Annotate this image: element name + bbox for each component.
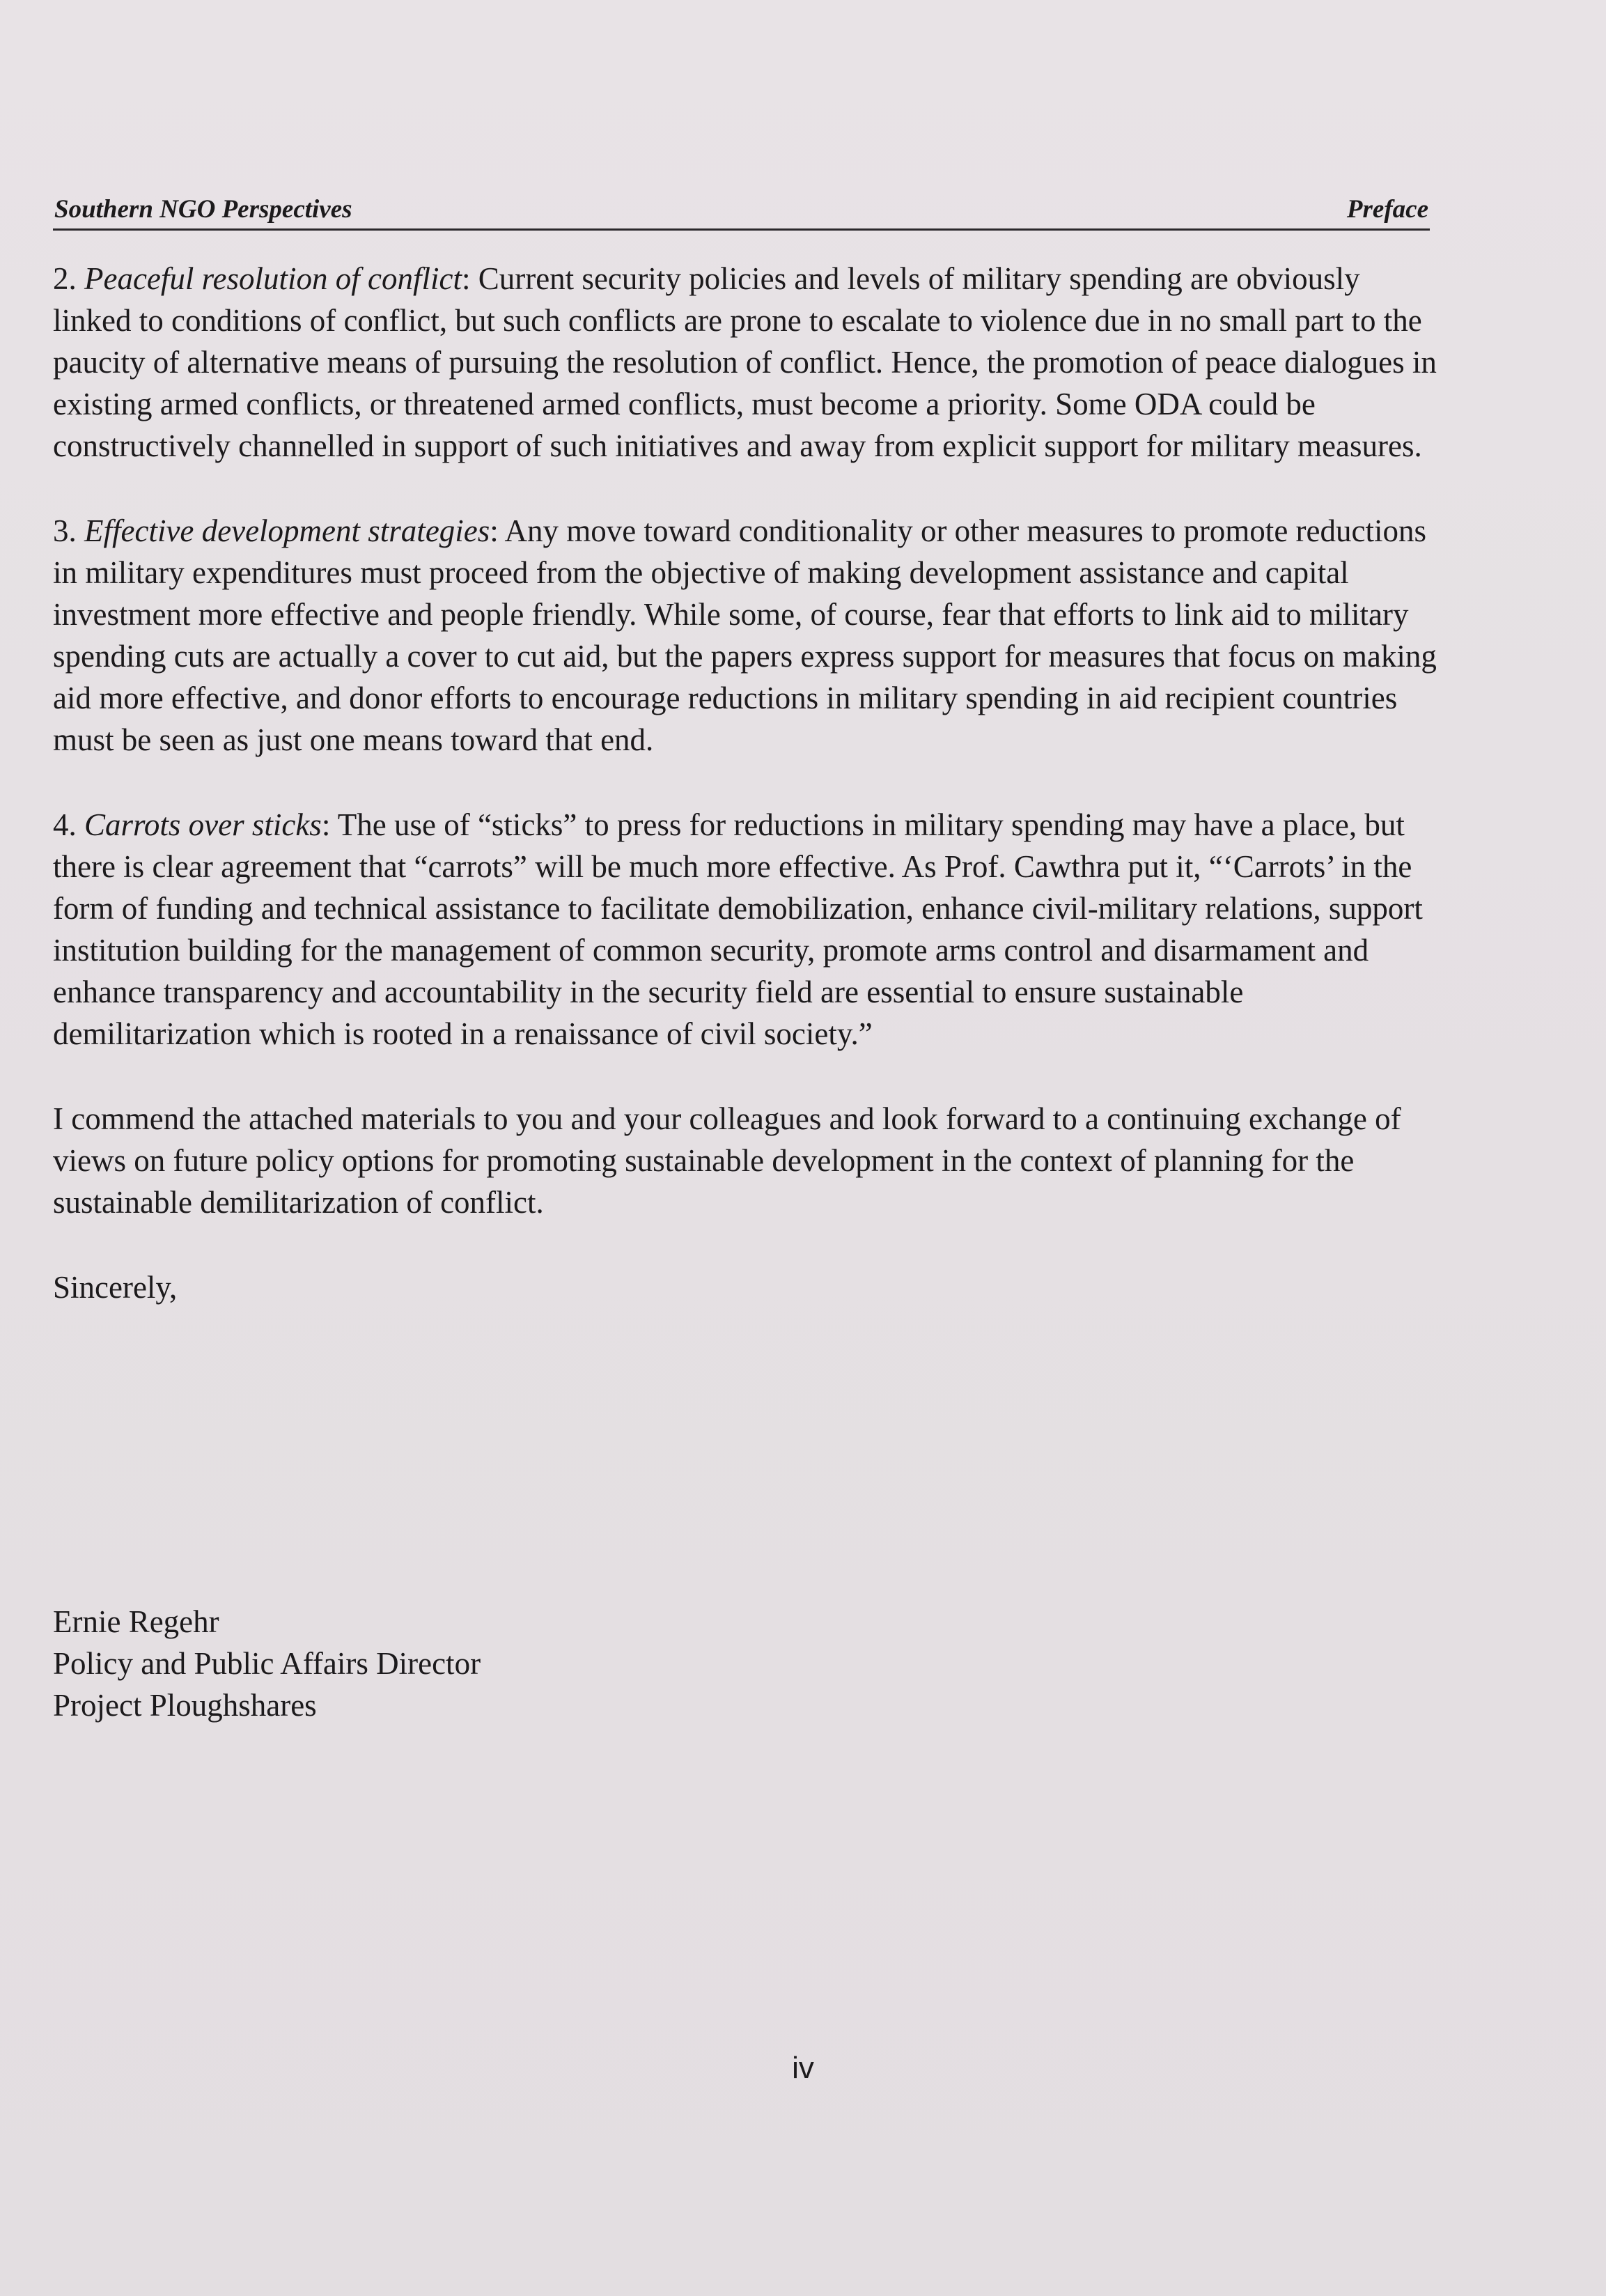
header-right-section: Preface [1346, 195, 1428, 224]
paragraph-text: : Current security policies and levels of military spending are obviously linked to conditions of conflict, but such conflicts are prone to escalate to violence due in no small part to the paucity of alternative means of pursuing the resolution of conflict. Hence, the promotion of peace dialogues in existing armed conflicts, or threatened armed conflicts, must become a priority. Some ODA could be constructively channelled in support of such initiatives and away from explicit support for military measures. [53, 261, 1437, 463]
signatory-organization: Project Ploughshares [53, 1688, 317, 1723]
header-left-title: Southern NGO Perspectives [54, 195, 352, 224]
paragraph-peaceful-resolution [53, 258, 1439, 467]
paragraph-number: 2. [53, 261, 77, 296]
signatory-title: Policy and Public Affairs Director [53, 1646, 481, 1681]
commendation-paragraph: I commend the attached materials to you and your colleagues and look forward to a continuing exchange of views on future policy options for promoting sustainable development in the context of planning for the sustainable demilitarization of conflict. [53, 1101, 1401, 1220]
signatory-name: Ernie Regehr [53, 1604, 219, 1639]
paragraph-text: : The use of “sticks” to press for reductions in military spending may have a place, but there is clear agreement that “carrots” will be much more effective. As Prof. Cawthra put it, “‘Carrots’ in the form of funding and technical assistance to facilitate demobilization, enhance civil-military relations, support institution building for the management of common security, promote arms control and disarmament and enhance transparency and accountability in the security field are essential to ensure sustainable demilitarization which is rooted in a renaissance of civil society.” [53, 807, 1423, 1051]
sign-off: Sincerely, [53, 1270, 178, 1305]
paragraph-carrots-over-sticks [53, 804, 1439, 1055]
paragraph-lead: Effective development strategies [84, 513, 490, 548]
page-number: iv [792, 2051, 814, 2085]
paragraph-text: : Any move toward conditionality or other measures to promote reductions in military expenditures must proceed from the objective of making development assistance and capital investment more effective and people friendly. While some, of course, fear that efforts to link aid to military spending cuts are actually a cover to cut aid, but the papers express support for measures that focus on making aid more effective, and donor efforts to encourage reductions in military spending in aid recipient countries must be seen as just one means toward that end. [53, 513, 1437, 757]
paragraph-lead: Peaceful resolution of conflict [84, 261, 462, 296]
paragraph-lead: Carrots over sticks [84, 807, 322, 842]
running-header [53, 189, 1430, 231]
signature-block [53, 1601, 481, 1726]
paragraph-number: 4. [53, 807, 77, 842]
body-text [53, 258, 1439, 1308]
paragraph-effective-development [53, 510, 1439, 761]
paragraph-number: 3. [53, 513, 77, 548]
